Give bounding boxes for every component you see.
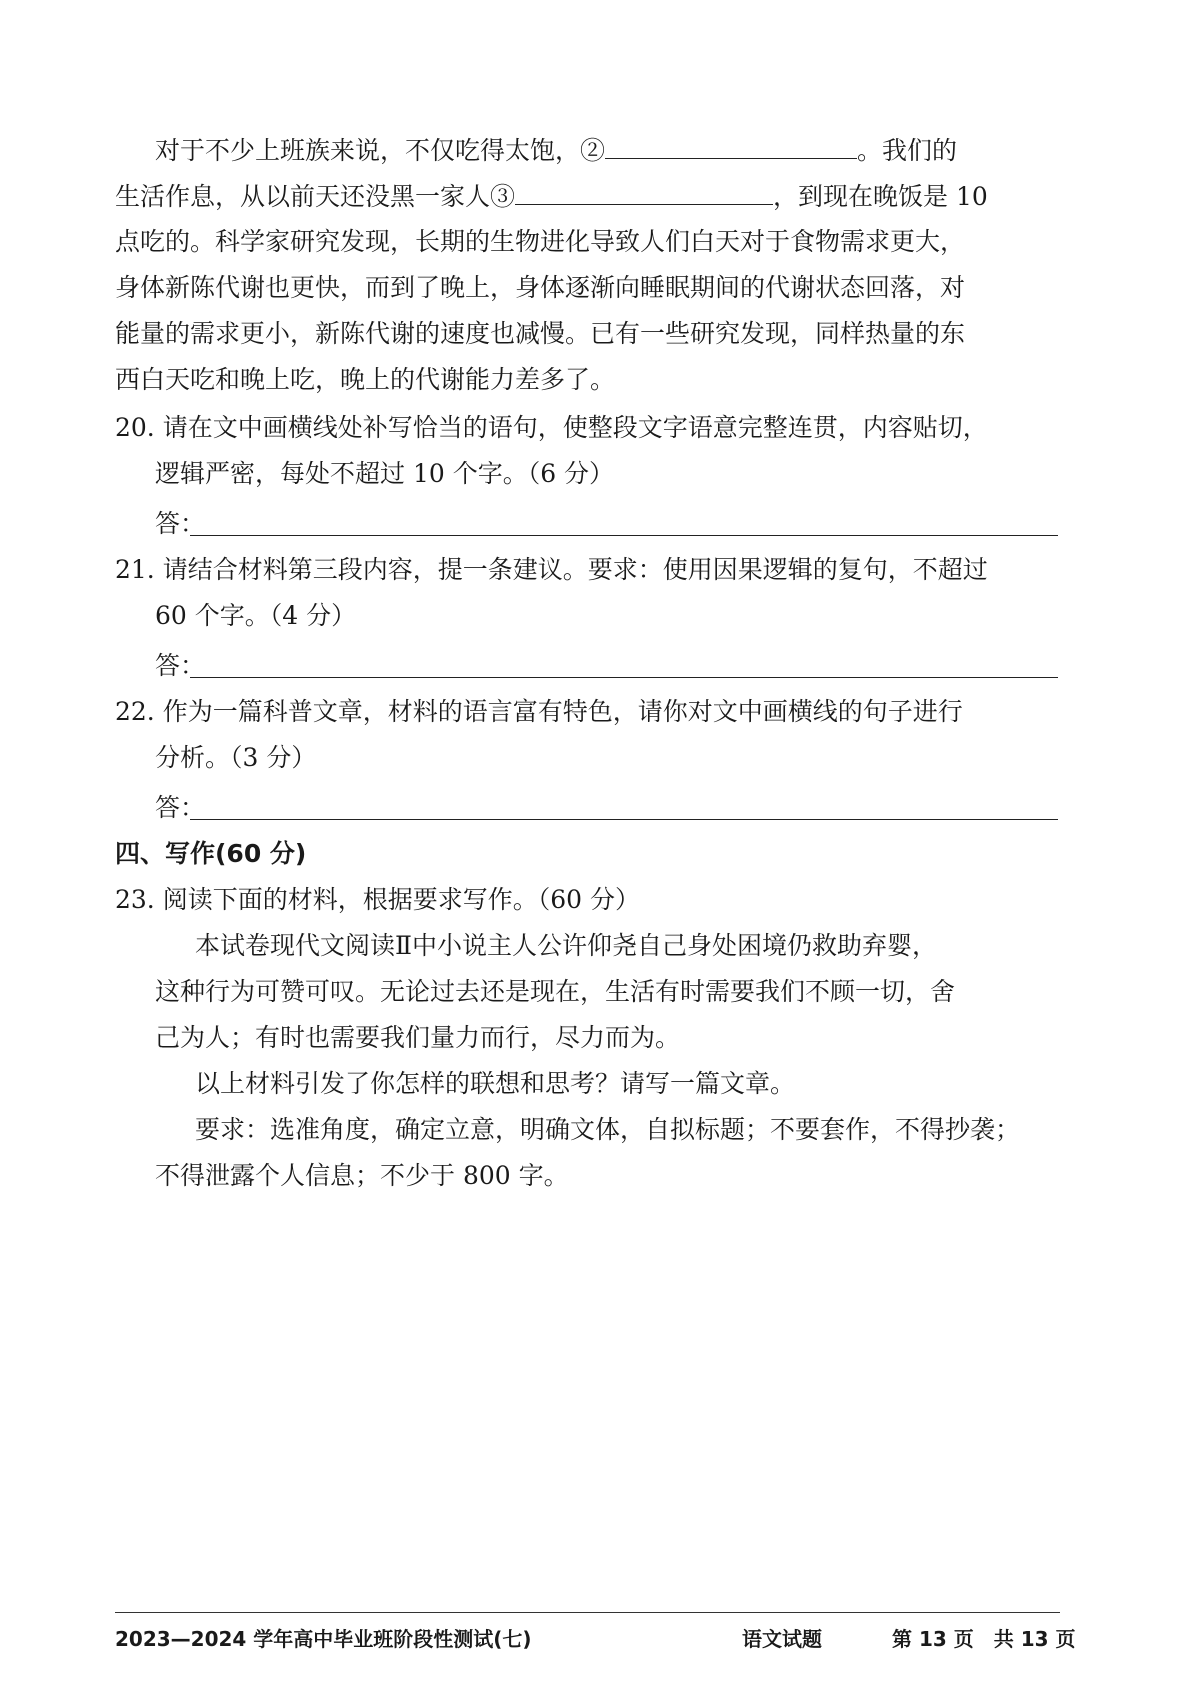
writing-material-line-2: 这种行为可赞可叹。无论过去还是现在，生活有时需要我们不顾一切，舍 [155, 977, 956, 1006]
footer-divider [115, 1612, 1060, 1613]
passage-line-5: 能量的需求更小，新陈代谢的速度也减慢。已有一些研究发现，同样热量的东 [115, 319, 966, 348]
passage-text: 对于不少上班族来说，不仅吃得太饱，② [155, 136, 606, 165]
writing-prompt: 以上材料引发了你怎样的联想和思考？请写一篇文章。 [195, 1069, 796, 1098]
question-20-line-1: 20. 请在文中画横线处补写恰当的语句，使整段文字语意完整连贯，内容贴切， [115, 413, 988, 442]
passage-line-3: 点吃的。科学家研究发现，长期的生物进化导致人们白天对于食物需求更大， [115, 227, 966, 256]
passage-line-6: 西白天吃和晚上吃，晚上的代谢能力差多了。 [115, 365, 616, 394]
question-21-line-1: 21. 请结合材料第三段内容，提一条建议。要求：使用因果逻辑的复句，不超过 [115, 555, 988, 584]
answer-line-22[interactable] [190, 819, 1058, 820]
writing-requirements-line-2: 不得泄露个人信息；不少于 800 字。 [155, 1161, 569, 1190]
writing-material-line-1: 本试卷现代文阅读Ⅱ中小说主人公许仰尧自己身处困境仍救助弃婴， [195, 931, 937, 960]
passage-line-4: 身体新陈代谢也更快，而到了晚上，身体逐渐向睡眠期间的代谢状态回落，对 [115, 273, 966, 302]
fill-blank-3 [515, 178, 773, 205]
footer-page-number: 第 13 页 共 13 页 [892, 1627, 1076, 1651]
footer-subject: 语文试题 [742, 1627, 822, 1651]
question-21-line-2: 60 个字。（4 分） [155, 601, 357, 630]
passage-line-2 [115, 178, 1055, 215]
passage-text: ，到现在晚饭是 10 [773, 182, 988, 211]
answer-label-20: 答： [155, 509, 206, 538]
answer-label-21: 答： [155, 651, 206, 680]
fill-blank-2 [605, 132, 857, 159]
writing-material-line-3: 己为人；有时也需要我们量力而行，尽力而为。 [155, 1023, 681, 1052]
section-heading-writing: 四、写作(60 分) [115, 839, 307, 868]
question-22-line-1: 22. 作为一篇科普文章，材料的语言富有特色，请你对文中画横线的句子进行 [115, 697, 963, 726]
question-23: 23. 阅读下面的材料，根据要求写作。（60 分） [115, 885, 640, 914]
answer-line-20[interactable] [190, 535, 1058, 536]
passage-line-1 [155, 132, 1095, 169]
question-22-line-2: 分析。（3 分） [155, 743, 317, 772]
passage-text: 。我们的 [857, 136, 958, 165]
passage-text: 生活作息，从以前天还没黑一家人③ [115, 182, 516, 211]
writing-requirements-line-1: 要求：选准角度，确定立意，明确文体，自拟标题；不要套作，不得抄袭； [195, 1115, 1021, 1144]
question-20-line-2: 逻辑严密，每处不超过 10 个字。（6 分） [155, 459, 615, 488]
answer-line-21[interactable] [190, 677, 1058, 678]
footer-exam-title: 2023—2024 学年高中毕业班阶段性测试(七) [115, 1627, 532, 1651]
answer-label-22: 答： [155, 793, 206, 822]
